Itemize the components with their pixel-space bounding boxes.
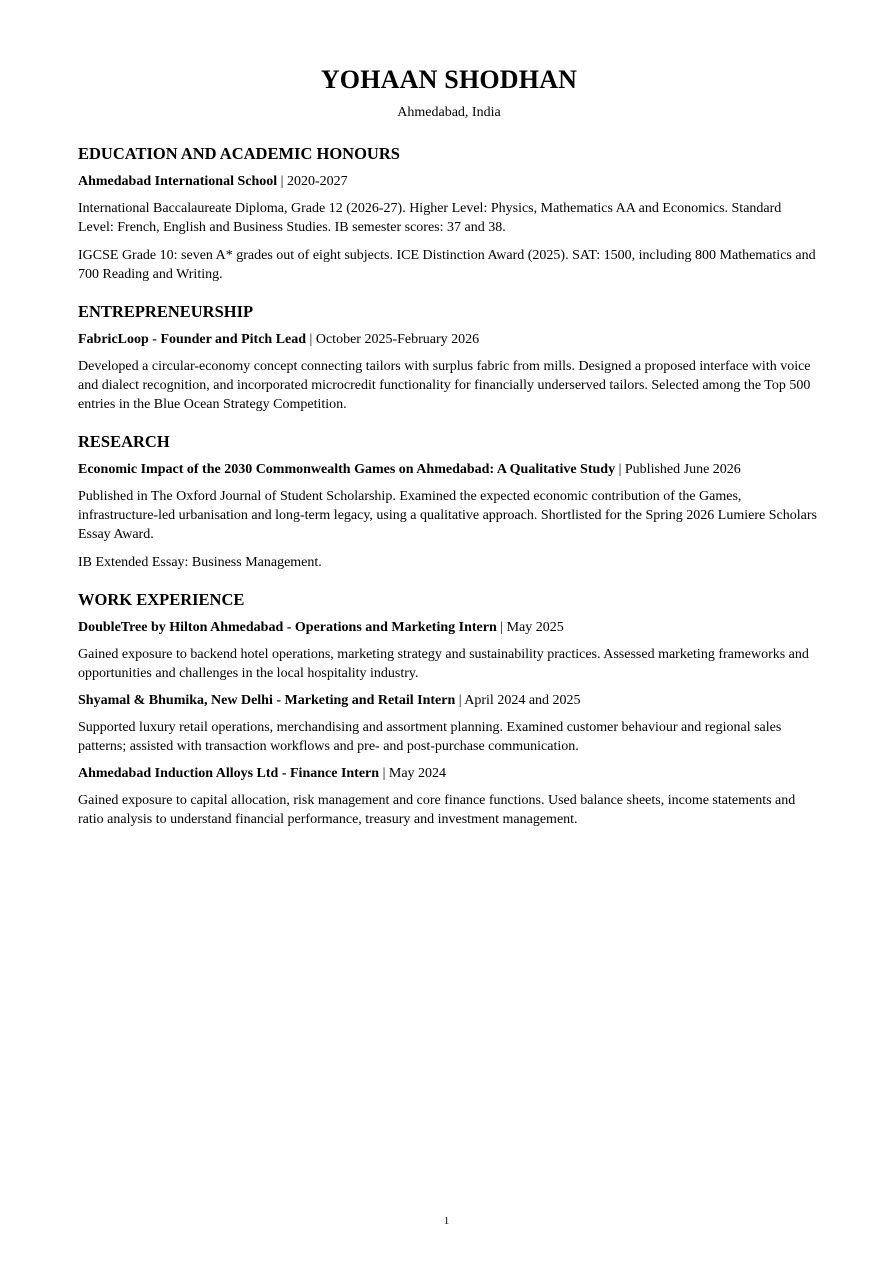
entry-meta: 2020-2027 bbox=[286, 174, 348, 189]
entry-meta: April 2024 and 2025 bbox=[464, 693, 581, 708]
entry-separator: | bbox=[277, 174, 287, 189]
education-paragraph: International Baccalaureate Diploma, Grade 12 (2026-27). Higher Level: Physics, Mathematics AA and Economics. Standard Level: French, English and Business Studies. IB semester scores: 37 and 38. bbox=[78, 201, 782, 235]
entry-meta: Published June 2026 bbox=[624, 462, 741, 477]
section-title-work-experience: WORK EXPERIENCE bbox=[78, 590, 245, 609]
research-entry-heading bbox=[78, 461, 820, 479]
work-entry-heading bbox=[78, 619, 820, 637]
research-paragraph: IB Extended Essay: Business Management. bbox=[78, 555, 322, 570]
entry-title: Economic Impact of the 2030 Commonwealth Games on Ahmedabad: A Qualitative Study bbox=[78, 462, 616, 477]
section-title-entrepreneurship: ENTREPRENEURSHIP bbox=[78, 302, 254, 321]
research-paragraph: Published in The Oxford Journal of Student Scholarship. Examined the expected economic contribution of the Games, infrastructure-led urbanisation and long-term legacy, using a qualitative approach. Shortlisted for the Spring 2026 Lumiere Scholars Essay Award. bbox=[78, 489, 817, 542]
work-paragraph: Gained exposure to backend hotel operations, marketing strategy and sustainability practices. Assessed marketing frameworks and opportunities and challenges in the local hospitality industry. bbox=[78, 647, 809, 681]
entrepreneurship-section bbox=[78, 302, 820, 414]
entry-meta: October 2025-February 2026 bbox=[315, 332, 480, 347]
page-number: 1 bbox=[443, 1215, 450, 1227]
entry-meta: May 2024 bbox=[388, 766, 447, 781]
entry-separator: | bbox=[306, 332, 316, 347]
work-paragraph: Gained exposure to capital allocation, risk management and core finance functions. Used balance sheets, income statements and ratio analysis to understand financial performance, treasury and investment management. bbox=[78, 793, 796, 827]
entry-separator: | bbox=[615, 462, 625, 477]
work-entry-heading bbox=[78, 765, 820, 783]
entrepreneurship-entry-heading bbox=[78, 331, 820, 349]
resume-content bbox=[78, 64, 820, 838]
entry-meta: May 2025 bbox=[506, 620, 564, 635]
work-paragraph: Supported luxury retail operations, merchandising and assortment planning. Examined customer behaviour and regional sales patterns; assisted with transaction workflows and pre- and post-purchase communication. bbox=[78, 720, 782, 754]
section-title-education: EDUCATION AND ACADEMIC HONOURS bbox=[78, 144, 400, 163]
entry-separator: | bbox=[496, 620, 507, 635]
candidate-name: YOHAAN SHODHAN bbox=[320, 65, 578, 94]
entry-title: Shyamal & Bhumika, New Delhi - Marketing and Retail Intern bbox=[78, 693, 456, 708]
research-section bbox=[78, 432, 820, 572]
entrepreneurship-paragraph: Developed a circular-economy concept connecting tailors with surplus fabric from mills. Designed a proposed interface with voice and dialect recognition, and incorporated microcredit functionality for financially underserved tailors. Selected among the Top 500 entries in the Blue Ocean Strategy Competition. bbox=[78, 359, 811, 412]
work-experience-section bbox=[78, 590, 820, 829]
work-entry-heading bbox=[78, 692, 820, 710]
entry-title: Ahmedabad International School bbox=[78, 174, 278, 189]
entry-title: FabricLoop - Founder and Pitch Lead bbox=[78, 332, 307, 347]
candidate-location: Ahmedabad, India bbox=[397, 105, 501, 120]
entry-title: DoubleTree by Hilton Ahmedabad - Operations and Marketing Intern bbox=[78, 620, 497, 635]
entry-separator: | bbox=[379, 766, 389, 781]
education-paragraph: IGCSE Grade 10: seven A* grades out of eight subjects. ICE Distinction Award (2025). SAT: 1500, including 800 Mathematics and 700 Reading and Writing. bbox=[78, 248, 816, 282]
education-entry-heading bbox=[78, 173, 820, 191]
education-section bbox=[78, 144, 820, 284]
entry-separator: | bbox=[455, 693, 465, 708]
entry-title: Ahmedabad Induction Alloys Ltd - Finance Intern bbox=[78, 766, 380, 781]
section-title-research: RESEARCH bbox=[78, 432, 170, 451]
